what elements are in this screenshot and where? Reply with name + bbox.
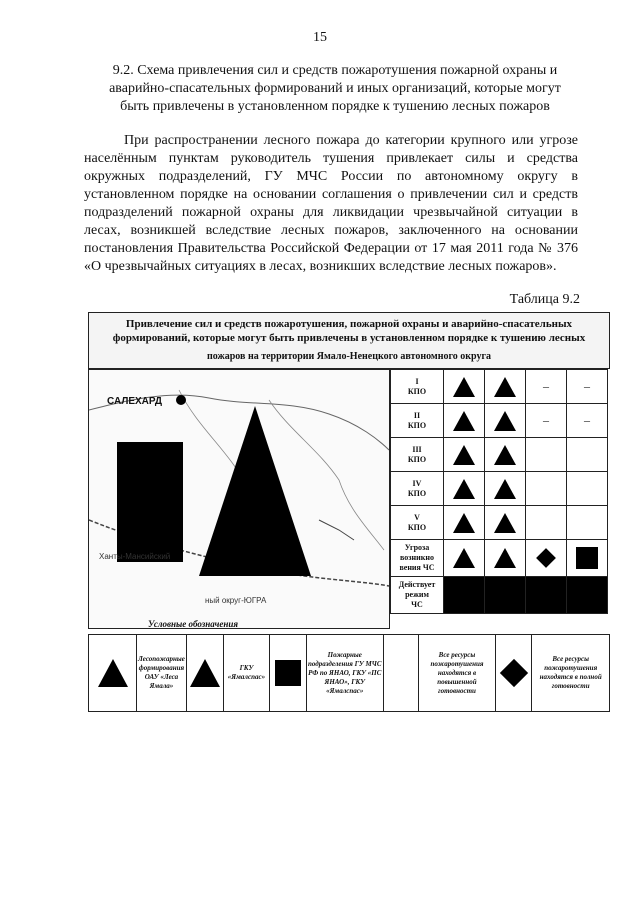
readiness-cell: – — [567, 404, 608, 438]
level-label: Действует режим ЧС — [391, 577, 444, 614]
triangle-icon — [494, 377, 516, 397]
legend-text — [383, 635, 418, 712]
readiness-cell — [444, 438, 485, 472]
readiness-cell — [485, 370, 526, 404]
readiness-row — [391, 438, 608, 472]
readiness-cell — [526, 577, 567, 614]
map-region-label-2: ный округ-ЮГРА — [205, 596, 267, 605]
readiness-cell — [567, 506, 608, 540]
triangle-icon — [190, 659, 220, 687]
level-label: V КПО — [391, 506, 444, 540]
triangle-icon — [494, 445, 516, 465]
map-triangle — [199, 406, 311, 576]
legend-table — [88, 634, 610, 712]
square-icon — [275, 660, 301, 686]
figure-title: Привлечение сил и средств пожаротушения, пожарной охраны и аварийно-спасательных формирований, которые могут быть привлечены в установленном порядке к тушению лесных — [112, 318, 586, 344]
readiness-row — [391, 540, 608, 577]
diamond-icon — [500, 659, 528, 687]
readiness-cell — [567, 438, 608, 472]
legend-caption: Условные обозначения — [148, 619, 238, 629]
readiness-cell — [485, 506, 526, 540]
readiness-cell — [526, 540, 567, 577]
readiness-cell — [444, 370, 485, 404]
readiness-cell — [526, 438, 567, 472]
readiness-cell — [567, 540, 608, 577]
readiness-cell — [567, 472, 608, 506]
legend-symbol — [186, 635, 223, 712]
triangle-icon — [494, 479, 516, 499]
readiness-cell — [485, 577, 526, 614]
readiness-cell — [444, 472, 485, 506]
triangle-icon — [453, 377, 475, 397]
body-paragraph: При распространении лесного пожара до категории крупного или угрозе населённым пунктам руководитель тушения привлекает силы и средства окружных подразделений, ГУ МЧС России по автономному округу в установленном порядке на основании соглашения о привлечении сил и средств подразделений пожарной охраны для ликвидации чрезвычайной ситуации в лесах, возникшей вследствие лесных пожаров, заключенного на основании постановления Правительства Российской Федерации от 17 мая 2011 года № 376 «О чрезвычайных ситуациях в лесах, возникших вследствие лесных пожаров». — [84, 133, 578, 274]
square-icon — [576, 547, 598, 569]
readiness-cell — [485, 404, 526, 438]
triangle-icon — [494, 411, 516, 431]
readiness-cell — [567, 577, 608, 614]
map-city-label: САЛЕХАРД — [107, 396, 163, 407]
level-label: III КПО — [391, 438, 444, 472]
map-region-label: Ханты-Мансийский — [99, 552, 171, 561]
readiness-cell — [526, 472, 567, 506]
readiness-row — [391, 472, 608, 506]
legend-symbol — [270, 635, 307, 712]
triangle-icon — [494, 513, 516, 533]
dark-block — [117, 442, 183, 562]
readiness-cell — [444, 404, 485, 438]
triangle-icon — [453, 411, 475, 431]
region-map — [88, 369, 390, 629]
readiness-table — [390, 369, 608, 614]
readiness-cell — [485, 472, 526, 506]
city-marker — [176, 395, 186, 405]
legend-symbol — [89, 635, 137, 712]
triangle-icon — [453, 445, 475, 465]
readiness-cell: – — [567, 370, 608, 404]
legend-text: Пожарные подразделения ГУ МЧС РФ по ЯНАО, ГКУ «ПС ЯНАО», ГКУ «Ямалспас» — [306, 635, 383, 712]
readiness-cell — [526, 506, 567, 540]
legend-symbol — [496, 635, 532, 712]
figure-header — [88, 312, 610, 369]
readiness-cell: – — [526, 404, 567, 438]
readiness-cell — [485, 540, 526, 577]
level-label: I КПО — [391, 370, 444, 404]
triangle-icon — [98, 659, 128, 687]
readiness-row — [391, 370, 608, 404]
legend-row — [89, 635, 610, 712]
triangle-icon — [453, 513, 475, 533]
readiness-cell — [444, 577, 485, 614]
legend-text: Лесопожарные формирования ОАУ «Леса Ямала» — [137, 635, 187, 712]
legend-text: Все ресурсы пожаротушения находятся в повышенной готовности — [418, 635, 496, 712]
page-number: 15 — [313, 30, 327, 45]
diamond-icon — [536, 548, 556, 568]
scheme-figure — [88, 312, 610, 712]
level-label: Угроза возникно вения ЧС — [391, 540, 444, 577]
readiness-cell: – — [526, 370, 567, 404]
table-caption: Таблица 9.2 — [509, 292, 580, 307]
map-drawing — [89, 370, 389, 628]
readiness-cell — [485, 438, 526, 472]
figure-subtitle: пожаров на территории Ямало-Ненецкого автономного округа — [206, 351, 492, 362]
level-label: IV КПО — [391, 472, 444, 506]
readiness-row — [391, 404, 608, 438]
readiness-cell — [444, 540, 485, 577]
triangle-icon — [494, 548, 516, 568]
readiness-row — [391, 506, 608, 540]
level-label: II КПО — [391, 404, 444, 438]
legend-text: ГКУ «Ямалспас» — [223, 635, 270, 712]
triangle-icon — [453, 548, 475, 568]
triangle-icon — [453, 479, 475, 499]
readiness-row — [391, 577, 608, 614]
readiness-cell — [444, 506, 485, 540]
legend-text: Все ресурсы пожаротушения находятся в полной готовности — [532, 635, 610, 712]
section-heading: 9.2. Схема привлечения сил и средств пожаротушения пожарной охраны и аварийно-спасательных формирований и иных организаций, которые могут быть привлечены в установленном порядке к тушению лесных пожаров — [109, 63, 561, 114]
